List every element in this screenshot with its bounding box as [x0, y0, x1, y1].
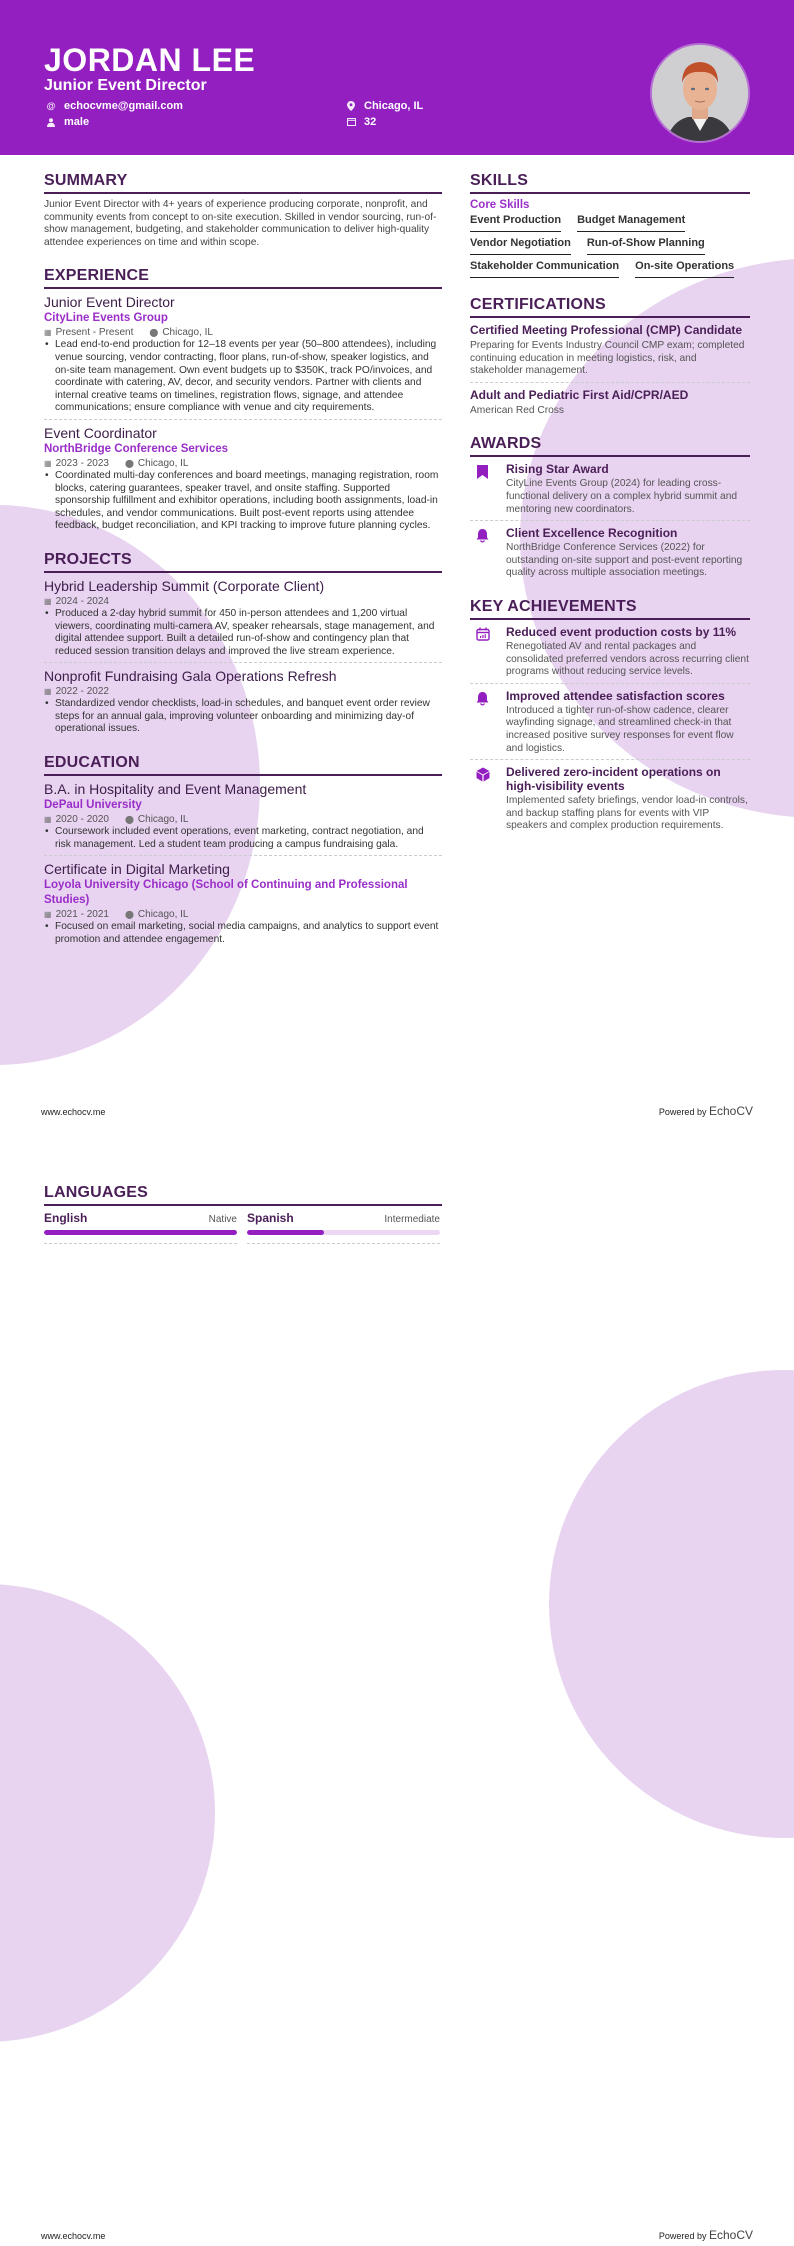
language-level: Intermediate — [384, 1214, 440, 1225]
map-pin-icon: ⬤ — [124, 458, 134, 468]
resume-header — [0, 0, 794, 155]
section-heading: LANGUAGES — [44, 1184, 442, 1206]
page-footer — [41, 2228, 753, 2242]
education-entry — [44, 781, 442, 851]
achievement-entry — [470, 625, 750, 679]
at-icon: @ — [46, 101, 56, 111]
certification-desc: American Red Cross — [470, 404, 564, 416]
map-pin-icon: ⬤ — [149, 328, 159, 338]
entry-bullet: • Focused on email marketing, social media campaigns, and analytics to support event promotion and attendee engagement. — [44, 921, 442, 946]
footer-site-link[interactable]: www.echocv.me — [41, 1107, 106, 1117]
calendar-icon: ▦ — [44, 687, 52, 697]
contact-location — [346, 100, 423, 112]
user-icon — [46, 118, 56, 127]
award-entry — [470, 462, 750, 516]
certification-entry — [470, 323, 750, 378]
entry-dates: 2020 - 2020 — [55, 814, 109, 826]
entry-meta — [44, 813, 442, 826]
section-heading: AWARDS — [470, 435, 750, 457]
entry-dates: 2022 - 2022 — [55, 686, 109, 698]
language-entry — [247, 1211, 440, 1244]
contact-gender — [46, 116, 89, 128]
entry-location: Chicago, IL — [137, 457, 189, 469]
age-text: 32 — [364, 116, 377, 128]
calendar-icon: ▦ — [44, 815, 52, 825]
calendar-icon: ▦ — [44, 910, 52, 920]
entry-dates: Present - Present — [55, 327, 134, 339]
achievement-title: Reduced event production costs by 11% — [506, 624, 737, 639]
summary-text: Junior Event Director with 4+ years of experience producing corporate, nonprofit, and community events from concept to on-site execution. Skilled in vendor sourcing, run-of-show management, budgeting, and stakeholder communication to deliver high-quality attendee experiences on time and within scope. — [44, 199, 437, 248]
powered-by-label: Powered by — [658, 1107, 707, 1117]
entry-bullet: • Lead end-to-end production for 12–18 events per year (50–800 attendees), including venue sourcing, vendor contracting, floor plans, run-of-show, speaker logistics, and on-site team management. Own event budgets up to $350K, track PO/invoices, and coordinate with catering, AV, decor, and security vendors. Partner with clients and internal creative teams on timelines, registration flows, signage, and attendee communications; ensure compliance with venue and city requirements. — [44, 339, 442, 415]
achievement-entry — [470, 689, 750, 755]
calendar-chart-icon — [470, 625, 506, 679]
entry-bullet: • Coordinated multi-day conferences and board meetings, managing registration, room blocks, catering guarantees, speaker travel, and onsite staffing. Supported sponsorship fulfillment and exhibitor operations, including booth assignments, load-in schedules, and vendor communications. Built post-event reports using attendee feedback, budget reconciliation, and KPI tracking to improve future planning cycles. — [44, 470, 442, 533]
contact-email[interactable] — [46, 100, 183, 112]
awards-section — [470, 435, 750, 580]
entry-bullet: • Produced a 2-day hybrid summit for 450 in-person attendees and 1,200 virtual viewers, coordinating multi-camera AV, speaker rehearsals, stage management, and digital attendee support. Built a detailed run-of-show and contingency plan that reduced session transition delays and improved the live stream experience. — [44, 608, 442, 658]
entry-meta — [44, 908, 442, 921]
skills-section — [470, 172, 750, 278]
award-entry — [470, 526, 750, 580]
experience-section — [44, 267, 442, 533]
decorative-circle — [549, 1370, 794, 1838]
achievement-desc: Introduced a tighter run-of-show cadence, clearer wayfinding signage, and streamlined check-in that increased positive survey responses for event flow and logistics. — [506, 704, 734, 754]
achievements-section — [470, 598, 750, 833]
entry-dates: 2021 - 2021 — [55, 909, 109, 921]
bell-icon — [470, 526, 506, 580]
summary-section — [44, 172, 442, 249]
brand-name: EchoCV — [708, 1104, 753, 1118]
entry-location: Chicago, IL — [137, 814, 189, 826]
divider — [44, 1243, 237, 1244]
divider — [44, 662, 442, 663]
skill-group-title: Core Skills — [470, 199, 530, 211]
candidate-name: JORDAN LEE — [44, 42, 256, 78]
brand-name: EchoCV — [708, 2228, 753, 2242]
decorative-circle — [0, 1584, 215, 2042]
project-title: Hybrid Leadership Summit (Corporate Client) — [44, 577, 325, 594]
gender-text: male — [64, 116, 90, 128]
entry-location: Chicago, IL — [137, 909, 189, 921]
right-column — [470, 172, 750, 833]
award-title: Rising Star Award — [506, 462, 609, 477]
entry-meta — [44, 685, 442, 698]
bell-icon — [470, 689, 506, 755]
language-name: Spanish — [247, 1211, 294, 1225]
language-progress-fill — [247, 1230, 324, 1235]
skill-tag: On-site Operations — [635, 259, 734, 278]
cube-icon — [470, 765, 506, 833]
divider — [44, 855, 442, 856]
bookmark-icon — [470, 462, 506, 516]
education-section — [44, 754, 442, 946]
education-entry — [44, 861, 442, 946]
entry-meta — [44, 595, 442, 608]
skills-list — [470, 213, 750, 278]
divider — [470, 382, 750, 383]
experience-entry — [44, 294, 442, 415]
job-title: Junior Event Director — [44, 294, 175, 311]
footer-site-link[interactable]: www.echocv.me — [41, 2231, 106, 2241]
avatar — [650, 43, 750, 143]
calendar-icon: ▦ — [44, 458, 52, 468]
certification-entry — [470, 388, 750, 418]
certification-title: Certified Meeting Professional (CMP) Candidate — [470, 323, 743, 337]
left-column — [44, 172, 442, 946]
calendar-icon: ▦ — [44, 328, 52, 338]
achievement-desc: Implemented safety briefings, vendor load-in controls, and backup staffing plans for events with VIP speakers and complex production requirements. — [506, 795, 748, 832]
certifications-section — [470, 296, 750, 417]
footer-powered — [659, 1104, 753, 1118]
certification-desc: Preparing for Events Industry Council CMP exam; completed continuing education in meeting logistics, risk, and stakeholder management. — [470, 340, 745, 377]
map-pin-icon: ⬤ — [124, 815, 134, 825]
section-heading: KEY ACHIEVEMENTS — [470, 598, 750, 620]
divider — [247, 1243, 440, 1244]
map-pin-icon — [346, 101, 356, 111]
page-footer — [41, 1104, 753, 1118]
powered-by-label: Powered by — [658, 2231, 707, 2241]
divider — [470, 520, 750, 521]
contact-age — [346, 116, 376, 128]
section-heading: PROJECTS — [44, 551, 442, 573]
project-title: Nonprofit Fundraising Gala Operations Refresh — [44, 668, 337, 685]
language-progress-bar — [247, 1230, 440, 1235]
project-entry — [44, 668, 442, 736]
section-heading: SKILLS — [470, 172, 750, 194]
divider — [470, 759, 750, 760]
calendar-icon: ▦ — [44, 596, 52, 606]
calendar-icon — [346, 118, 356, 126]
divider — [470, 683, 750, 684]
entry-location: Chicago, IL — [162, 327, 213, 339]
entry-bullet: • Coursework included event operations, event marketing, contract negotiation, and risk management. Led a student team producing a campus fundraising gala. — [44, 826, 442, 851]
map-pin-icon: ⬤ — [124, 910, 134, 920]
award-desc: CityLine Events Group (2024) for leading cross-functional delivery on a complex hybrid summit and mentoring new coordinators. — [506, 478, 738, 515]
achievement-title: Delivered zero-incident operations on high-visibility events — [506, 765, 721, 794]
languages-section — [44, 1184, 442, 1244]
language-level: Native — [208, 1214, 237, 1225]
language-entry — [44, 1211, 237, 1244]
projects-section — [44, 551, 442, 736]
skill-tag: Stakeholder Communication — [470, 259, 619, 278]
degree-title: B.A. in Hospitality and Event Management — [44, 781, 307, 798]
language-progress-bar — [44, 1230, 237, 1235]
section-heading: CERTIFICATIONS — [470, 296, 750, 318]
achievement-title: Improved attendee satisfaction scores — [506, 688, 725, 703]
company-name: NorthBridge Conference Services — [44, 442, 229, 455]
certification-title: Adult and Pediatric First Aid/CPR/AED — [470, 387, 689, 402]
section-heading: SUMMARY — [44, 172, 442, 194]
job-title: Event Coordinator — [44, 424, 157, 441]
entry-meta — [44, 326, 442, 339]
school-name: Loyola University Chicago (School of Continuing and Professional Studies) — [44, 879, 408, 907]
skill-tag: Run-of-Show Planning — [587, 236, 705, 255]
location-text: Chicago, IL — [364, 100, 424, 112]
project-entry — [44, 578, 442, 658]
section-heading: EDUCATION — [44, 754, 442, 776]
footer-powered — [659, 2228, 753, 2242]
entry-bullet: • Standardized vendor checklists, load-in schedules, and banquet event order review steps for an annual gala, improving volunteer onboarding and minimizing day-of operational issues. — [44, 698, 442, 736]
skill-tag: Event Production — [470, 213, 561, 232]
achievement-desc: Renegotiated AV and rental packages and consolidated preferred vendors across recurring client programs without reducing service levels. — [506, 640, 749, 678]
email-text: echocvme@gmail.com — [64, 100, 183, 112]
section-heading: EXPERIENCE — [44, 267, 442, 289]
skill-tag: Budget Management — [577, 213, 685, 232]
achievement-entry — [470, 765, 750, 833]
entry-dates: 2023 - 2023 — [55, 457, 109, 469]
language-name: English — [44, 1211, 88, 1225]
school-name: DePaul University — [44, 799, 142, 812]
award-title: Client Excellence Recognition — [506, 526, 678, 541]
candidate-title: Junior Event Director — [44, 77, 207, 94]
entry-meta — [44, 457, 442, 470]
degree-title: Certificate in Digital Marketing — [44, 861, 230, 878]
skill-tag: Vendor Negotiation — [470, 236, 571, 255]
award-desc: NorthBridge Conference Services (2022) for outstanding on-site support and post-event reporting quality across multiple association meetings. — [506, 542, 743, 579]
entry-dates: 2024 - 2024 — [55, 595, 109, 607]
divider — [44, 419, 442, 420]
experience-entry — [44, 425, 442, 533]
company-name: CityLine Events Group — [44, 312, 168, 325]
language-progress-fill — [44, 1230, 237, 1235]
